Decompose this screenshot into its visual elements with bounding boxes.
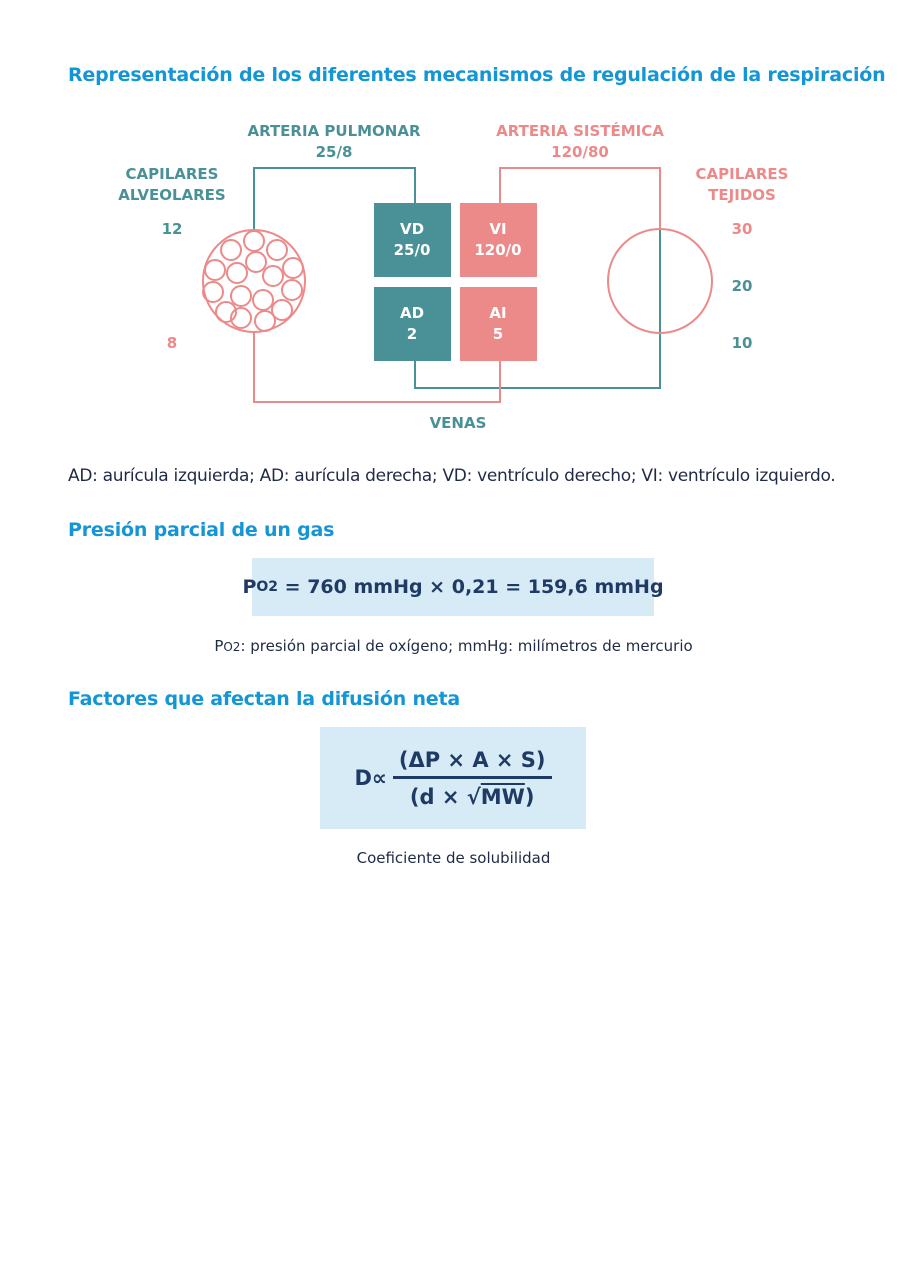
- ai-label: AI: [489, 304, 507, 322]
- tissue-value-10: 10: [731, 334, 753, 352]
- venas-label: VENAS: [429, 414, 487, 432]
- systemic-return-line: [415, 230, 660, 388]
- den-prefix: (d × √: [409, 784, 481, 809]
- tissue-capillaries-label-2: TEJIDOS: [708, 186, 776, 204]
- caption-p: P: [214, 637, 224, 655]
- pulmonary-artery-label: ARTERIA PULMONAR: [247, 122, 421, 140]
- vd-box: [374, 203, 451, 277]
- diffusion-caption: Coeficiente de solubilidad: [356, 849, 551, 867]
- den-suffix: ): [524, 784, 535, 809]
- abbreviations-legend: AD: aurícula izquierda; AD: aurícula derecha; VD: ventrículo derecho; VI: ventrículo izquierdo.: [68, 466, 836, 486]
- pulmonary-artery-value: 25/8: [315, 143, 353, 161]
- alveoli-icon: [203, 230, 305, 332]
- formula-p: P: [242, 576, 257, 598]
- circulation-diagram: [0, 110, 907, 440]
- vi-box: [460, 203, 537, 277]
- diffusion-formula: [320, 727, 586, 829]
- vi-label: VI: [489, 220, 507, 238]
- alveolar-capillaries-label-1: CAPILARES: [125, 165, 219, 183]
- ad-value: 2: [406, 325, 418, 343]
- vd-value: 25/0: [393, 241, 431, 259]
- page-title: Representación de los diferentes mecanismos de regulación de la respiración: [68, 64, 886, 86]
- ad-label: AD: [399, 304, 425, 322]
- caption-o2: O2: [223, 640, 241, 654]
- tissue-value-20: 20: [731, 277, 753, 295]
- alveolar-capillaries-label-2: ALVEOLARES: [118, 186, 226, 204]
- ad-box: [374, 287, 451, 361]
- ai-box: [460, 287, 537, 361]
- diffusion-numerator: (ΔP × A × S): [393, 748, 552, 779]
- section-title-diffusion: Factores que afectan la difusión neta: [68, 688, 460, 710]
- formula-rest: = 760 mmHg × 0,21 = 159,6 mmHg: [278, 576, 664, 598]
- caption-rest: : presión parcial de oxígeno; mmHg: milímetros de mercurio: [240, 637, 693, 655]
- section-title-partial-pressure: Presión parcial de un gas: [68, 519, 335, 541]
- formula-o2: O2: [256, 579, 279, 595]
- vd-label: VD: [399, 220, 425, 238]
- tissue-value-30: 30: [731, 220, 753, 238]
- diffusion-denominator: [410, 779, 535, 809]
- alveolar-value-top: 12: [161, 220, 183, 238]
- den-radicand: MW: [480, 784, 525, 809]
- systemic-artery-value: 120/80: [551, 143, 609, 161]
- vi-value: 120/0: [474, 241, 522, 259]
- partial-pressure-formula: [242, 558, 664, 616]
- ai-value: 5: [492, 325, 504, 343]
- tissue-capillaries-label-1: CAPILARES: [695, 165, 789, 183]
- systemic-artery-label: ARTERIA SISTÉMICA: [496, 122, 664, 140]
- partial-pressure-caption: [0, 637, 907, 655]
- alveolar-value-bottom: 8: [166, 334, 178, 352]
- diffusion-fraction: [393, 748, 552, 809]
- diffusion-lhs: D∝: [354, 766, 387, 790]
